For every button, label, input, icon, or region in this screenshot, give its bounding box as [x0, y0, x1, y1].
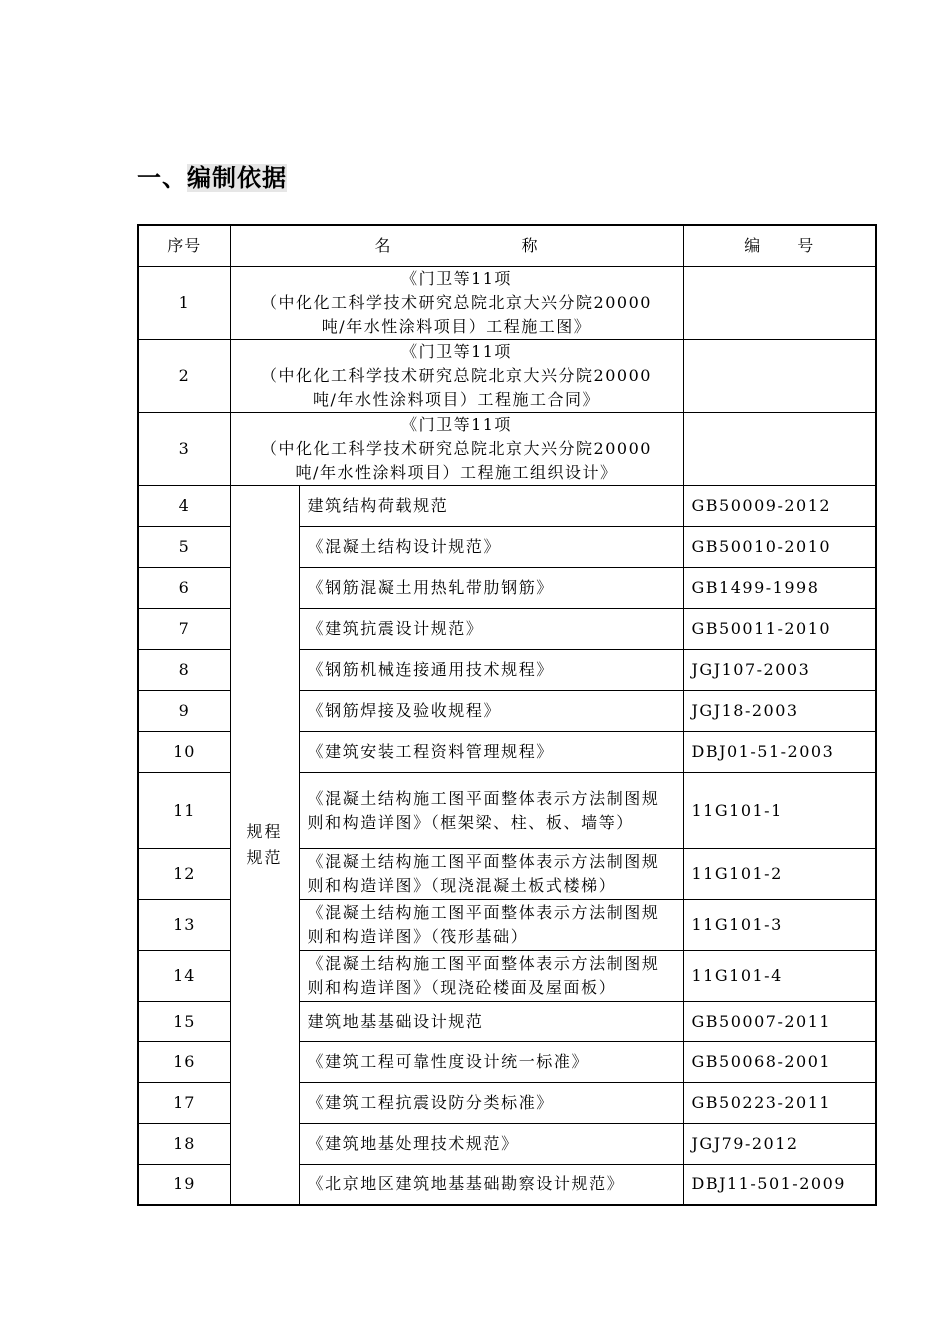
row-name: 《混凝土结构施工图平面整体表示方法制图规则和构造详图》（筏形基础）	[299, 900, 683, 951]
row-code: GB1499-1998	[683, 568, 876, 609]
row-seq: 6	[138, 568, 230, 609]
row-name: 《混凝土结构设计规范》	[299, 527, 683, 568]
row-seq: 18	[138, 1124, 230, 1165]
row-name: 《钢筋机械连接通用技术规程》	[299, 650, 683, 691]
project-document-name: 《门卫等11项 （中化化工科学技术研究总院北京大兴分院20000 吨/年水性涂料项目）工程施工图》	[230, 267, 683, 340]
row-seq: 10	[138, 732, 230, 773]
header-seq: 序号	[138, 225, 230, 267]
row-name: 《建筑地基处理技术规范》	[299, 1124, 683, 1165]
row-code: GB50007-2011	[683, 1002, 876, 1042]
table-row	[138, 413, 876, 486]
row-code: GB50010-2010	[683, 527, 876, 568]
row-name: 《建筑抗震设计规范》	[299, 609, 683, 650]
row-seq: 19	[138, 1165, 230, 1205]
table-row	[138, 267, 876, 340]
project-document-name: 《门卫等11项 （中化化工科学技术研究总院北京大兴分院20000 吨/年水性涂料项目）工程施工组织设计》	[230, 413, 683, 486]
row-name: 《钢筋焊接及验收规程》	[299, 691, 683, 732]
row-seq: 14	[138, 951, 230, 1002]
row-seq: 2	[138, 340, 230, 413]
row-name: 《北京地区建筑地基基础勘察设计规范》	[299, 1165, 683, 1205]
row-seq: 9	[138, 691, 230, 732]
row-seq: 8	[138, 650, 230, 691]
table-row	[138, 340, 876, 413]
row-name: 建筑结构荷载规范	[299, 486, 683, 527]
row-name: 《混凝土结构施工图平面整体表示方法制图规则和构造详图》（现浇砼楼面及屋面板）	[299, 951, 683, 1002]
row-name: 建筑地基基础设计规范	[299, 1002, 683, 1042]
row-seq: 16	[138, 1042, 230, 1083]
table-header-row	[138, 225, 876, 267]
row-name: 《建筑工程可靠性度设计统一标准》	[299, 1042, 683, 1083]
header-name: 名 称	[230, 225, 683, 267]
table-row	[138, 486, 876, 527]
row-code: 11G101-2	[683, 849, 876, 900]
basis-table	[137, 224, 877, 1206]
row-seq: 17	[138, 1083, 230, 1124]
row-seq: 5	[138, 527, 230, 568]
row-code: 11G101-3	[683, 900, 876, 951]
row-code: DBJ01-51-2003	[683, 732, 876, 773]
row-code: GB50068-2001	[683, 1042, 876, 1083]
row-seq: 7	[138, 609, 230, 650]
row-name: 《钢筋混凝土用热轧带肋钢筋》	[299, 568, 683, 609]
row-code: 11G101-1	[683, 773, 876, 849]
row-seq: 13	[138, 900, 230, 951]
project-document-name: 《门卫等11项 （中化化工科学技术研究总院北京大兴分院20000 吨/年水性涂料项目）工程施工合同》	[230, 340, 683, 413]
section-number: 一、	[137, 164, 187, 192]
row-seq: 3	[138, 413, 230, 486]
header-code: 编 号	[683, 225, 876, 267]
row-seq: 15	[138, 1002, 230, 1042]
row-seq: 1	[138, 267, 230, 340]
row-code	[683, 267, 876, 340]
row-name: 《混凝土结构施工图平面整体表示方法制图规则和构造详图》（现浇混凝土板式楼梯）	[299, 849, 683, 900]
row-code: GB50011-2010	[683, 609, 876, 650]
section-heading	[137, 158, 287, 193]
row-seq: 12	[138, 849, 230, 900]
row-seq: 4	[138, 486, 230, 527]
row-code: JGJ107-2003	[683, 650, 876, 691]
row-code	[683, 340, 876, 413]
row-code: DBJ11-501-2009	[683, 1165, 876, 1205]
row-code	[683, 413, 876, 486]
row-code: GB50223-2011	[683, 1083, 876, 1124]
row-code: JGJ18-2003	[683, 691, 876, 732]
row-name: 《建筑工程抗震设防分类标准》	[299, 1083, 683, 1124]
row-name: 《建筑安装工程资料管理规程》	[299, 732, 683, 773]
row-code: GB50009-2012	[683, 486, 876, 527]
category-cell: 规程规范	[230, 486, 299, 1205]
row-name: 《混凝土结构施工图平面整体表示方法制图规则和构造详图》（框架梁、柱、板、墙等）	[299, 773, 683, 849]
row-seq: 11	[138, 773, 230, 849]
row-code: JGJ79-2012	[683, 1124, 876, 1165]
row-code: 11G101-4	[683, 951, 876, 1002]
section-title: 编制依据	[187, 164, 287, 192]
